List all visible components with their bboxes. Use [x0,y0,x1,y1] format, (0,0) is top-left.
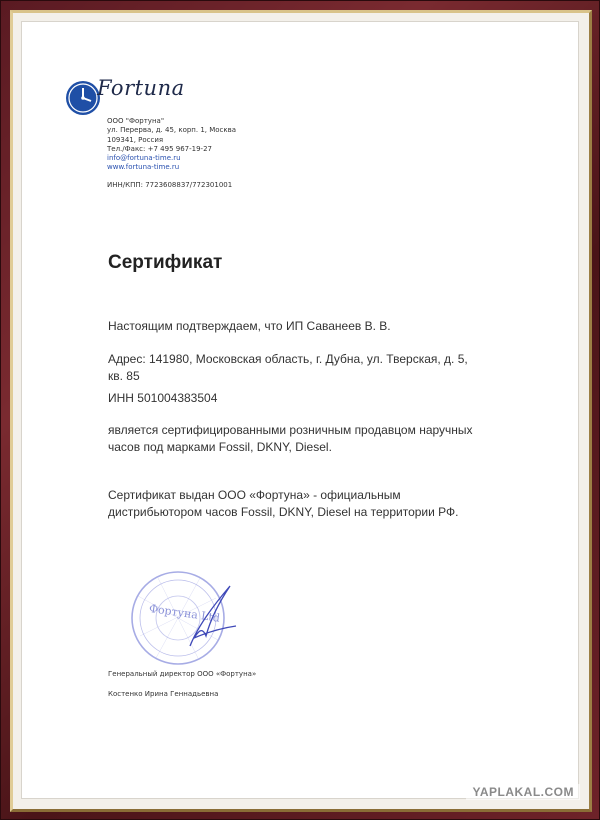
company-name: ООО "Фортуна" [107,117,165,125]
signatory-name: Костенко Ирина Геннадьевна [108,690,219,698]
company-inn-kpp: ИНН/КПП: 7723608837/772301001 [107,180,233,189]
dealer-address-line-2: кв. 85 [108,369,140,383]
company-email-link[interactable]: info@fortuna-time.ru [107,154,181,163]
issuer-statement-line-2: дистрибьютором часов Fossil, DKNY, Diesel на территории РФ. [108,505,459,519]
company-phone: Тел./Факс: +7 495 967-19-27 [107,144,212,153]
stamp-text: Фортуна Ltd [148,601,221,625]
company-postcode: 109341, Россия [107,135,164,144]
dealer-inn: ИНН 501004383504 [108,391,218,405]
dealer-status-line-1: является сертифицированными розничным продавцом наручных [108,423,473,437]
company-address: ул. Перерва, д. 45, корп. 1, Москва [107,126,237,135]
company-website-link[interactable]: www.fortuna-time.ru [107,163,180,172]
certificate-paper [21,21,579,799]
signatory-role: Генеральный директор ООО «Фортуна» [108,670,257,678]
certificate-title: Сертификат [108,252,223,273]
confirm-line: Настоящим подтверждаем, что ИП Саванеев В. В. [108,319,391,333]
company-details [107,117,236,190]
fortuna-logo [63,58,193,118]
issuer-statement-line-1: Сертификат выдан ООО «Фортуна» - официальным [108,488,401,502]
dealer-status-line-2: часов под марками Fossil, DKNY, Diesel. [108,440,332,454]
site-watermark: YAPLAKAL.COM [466,784,580,800]
issuer-statement [108,487,459,521]
company-stamp [118,566,238,676]
dealer-address [108,351,468,385]
dealer-status [108,422,473,456]
dealer-address-line-1: Адрес: 141980, Московская область, г. Дубна, ул. Тверская, д. 5, [108,352,468,366]
logo-wordmark: Fortuna [97,76,185,100]
